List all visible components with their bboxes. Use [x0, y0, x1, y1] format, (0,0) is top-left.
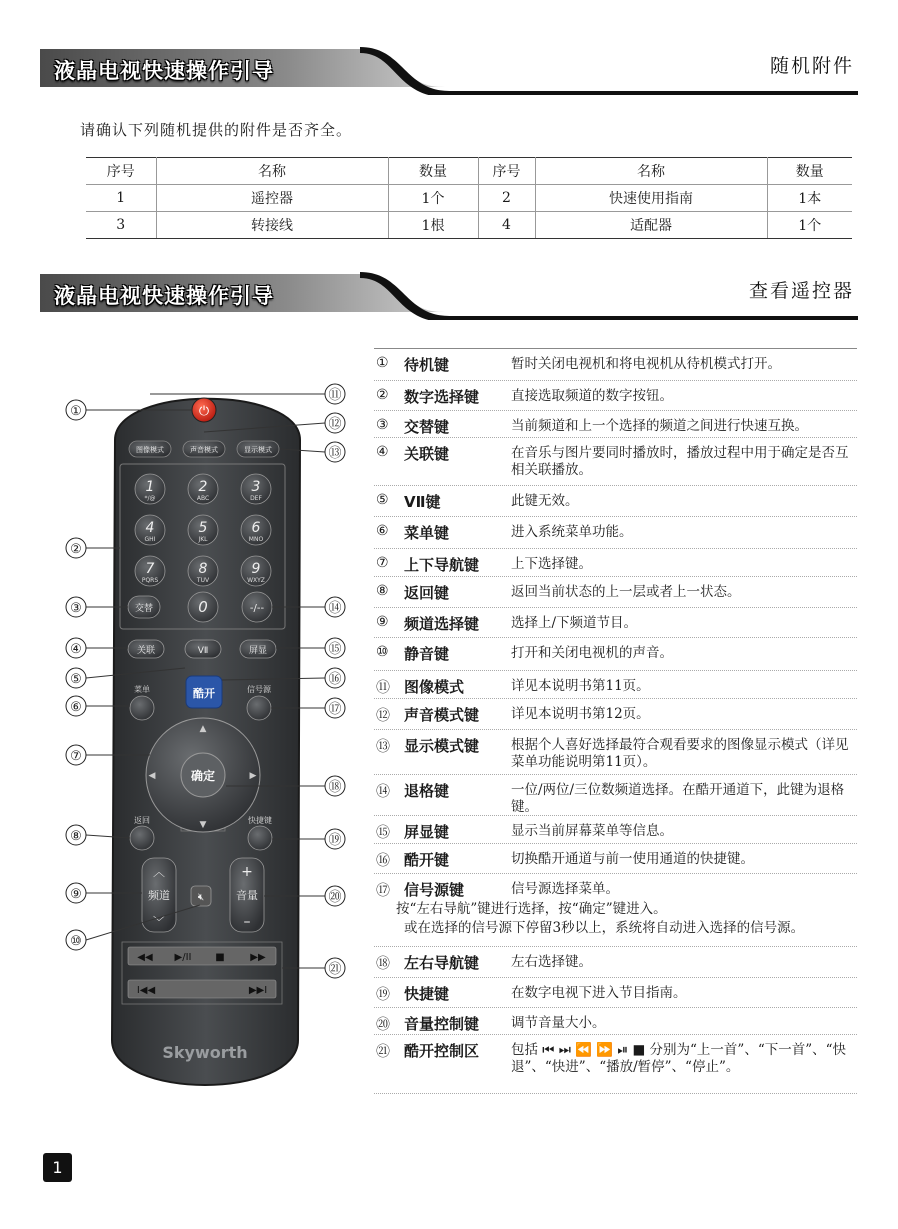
- table-cell: 转接线: [156, 212, 388, 239]
- svg-text:▶/II: ▶/II: [174, 952, 192, 963]
- key-name: 酷开控制区: [404, 1042, 480, 1060]
- key-description: 暂时关闭电视机和将电视机从待机模式打开。: [511, 356, 781, 372]
- svg-text:–: –: [243, 914, 251, 930]
- key-description: 信号源选择菜单。: [511, 881, 619, 897]
- callout-label: ⑫: [328, 417, 342, 432]
- brand-logo: Skyworth: [162, 1043, 248, 1062]
- key-name: 屏显键: [404, 823, 450, 841]
- key-name: 声音模式键: [404, 706, 480, 724]
- key-name: 静音键: [404, 645, 450, 663]
- key-number: ⑫: [376, 708, 390, 724]
- table-row: [86, 185, 852, 212]
- section-title: 查看遥控器: [748, 280, 854, 302]
- svg-text:确定: 确定: [190, 769, 216, 783]
- col-header: 名称: [156, 158, 388, 185]
- key-row: [374, 638, 857, 671]
- digit-letters: JKL: [198, 536, 208, 543]
- digit-letters: WXYZ: [247, 577, 265, 584]
- key-row: [374, 438, 857, 486]
- callout-label: ⑬: [328, 446, 342, 461]
- digit-letters: ABC: [196, 495, 210, 502]
- digit-label: 9: [251, 561, 261, 577]
- table-cell: 遥控器: [156, 185, 388, 212]
- key-row: [374, 775, 857, 816]
- digit-letters: PQRS: [141, 577, 159, 584]
- digit-label: 4: [145, 520, 155, 536]
- callout-label: ⑮: [328, 642, 342, 657]
- key-row: [374, 486, 857, 517]
- key-name: 待机键: [404, 356, 450, 374]
- key-row: [374, 608, 857, 638]
- key-name: 返回键: [404, 584, 450, 602]
- callout-label: ⑪: [328, 388, 342, 403]
- svg-text:﹀: ﹀: [152, 915, 166, 929]
- key-description: 在数字电视下进入节目指南。: [511, 985, 687, 1001]
- key-row: [374, 349, 857, 381]
- svg-text:◀◀: ◀◀: [137, 952, 153, 963]
- svg-text:▶: ▶: [249, 771, 257, 781]
- svg-text:返回: 返回: [134, 816, 150, 825]
- key-number: ④: [376, 444, 389, 460]
- key-name: 酷开键: [404, 851, 450, 869]
- svg-text:I◀◀: I◀◀: [136, 985, 156, 996]
- digit-label: 3: [251, 479, 261, 495]
- svg-text:交替: 交替: [134, 604, 154, 614]
- key-number: ㉑: [376, 1044, 390, 1060]
- table-cell: 1根: [388, 212, 478, 239]
- key-name: 音量控制键: [404, 1015, 480, 1033]
- svg-text:菜单: 菜单: [134, 685, 150, 694]
- key-name: 退格键: [404, 782, 450, 800]
- key-row: [374, 381, 857, 411]
- table-cell: 1个: [388, 185, 478, 212]
- key-row: [374, 874, 857, 947]
- key-description: 选择上/下频道节目。: [511, 615, 638, 631]
- key-name: 关联键: [404, 445, 450, 463]
- key-name: 频道选择键: [404, 615, 480, 633]
- key-description: 详见本说明书第12页。: [511, 706, 650, 722]
- key-description: 此键无效。: [511, 493, 579, 509]
- callout-label: ①: [70, 404, 82, 419]
- key-description: 包括 ⏮ ⏭ ⏪ ⏩ ⏯ ■ 分别为“上一首”、“下一首”、“快退”、“快进”、“播放/暂停”、“停止”。: [511, 1042, 847, 1075]
- callout-label: ⑨: [70, 887, 82, 902]
- svg-text:信号源: 信号源: [247, 685, 271, 694]
- key-number: ①: [376, 355, 389, 371]
- svg-text:+: +: [241, 864, 253, 880]
- key-description: 返回当前状态的上一层或者上一状态。: [511, 584, 741, 600]
- svg-text:音量: 音量: [236, 889, 258, 902]
- key-row: [374, 978, 857, 1008]
- key-number: ⑱: [376, 956, 390, 972]
- svg-text:0: 0: [198, 598, 208, 616]
- col-header: 数量: [388, 158, 478, 185]
- table-cell: 1: [86, 185, 156, 212]
- svg-text:▶▶I: ▶▶I: [248, 985, 268, 996]
- section-header-accessories: [40, 45, 858, 95]
- callout-label: ⑩: [70, 934, 82, 949]
- col-header: 名称: [535, 158, 767, 185]
- callout-label: ⑤: [70, 672, 82, 687]
- key-number: ⑳: [376, 1017, 390, 1033]
- key-row: [374, 947, 857, 978]
- key-name: 菜单键: [404, 524, 450, 542]
- table-cell: 3: [86, 212, 156, 239]
- svg-text:酷开: 酷开: [193, 687, 215, 700]
- key-description: 进入系统菜单功能。: [511, 524, 633, 540]
- callout-label: ⑭: [328, 601, 342, 616]
- key-description: 在音乐与图片要同时播放时，播放过程中用于确定是否互相关联播放。: [511, 445, 849, 478]
- key-name: 上下导航键: [404, 556, 480, 574]
- svg-text:声音模式: 声音模式: [190, 446, 218, 454]
- key-description: 上下选择键。: [511, 556, 592, 572]
- callout-label: ⑰: [328, 702, 342, 717]
- col-header: 序号: [478, 158, 535, 185]
- key-description: 当前频道和上一个选择的频道之间进行快速互换。: [511, 418, 808, 434]
- digit-letters: */@: [144, 495, 156, 502]
- key-row: [374, 577, 857, 608]
- table-cell: 1本: [767, 185, 852, 212]
- remote-illustration: [50, 370, 370, 1130]
- key-description: 打开和关闭电视机的声音。: [511, 645, 673, 661]
- svg-text:频道: 频道: [148, 889, 170, 902]
- digit-label: 2: [198, 479, 208, 495]
- key-number: ⑪: [376, 680, 390, 696]
- key-number: ⑩: [376, 644, 389, 660]
- key-number: ⑰: [376, 883, 390, 899]
- svg-text:🔇︎: 🔇︎: [197, 892, 205, 903]
- key-row: [374, 549, 857, 577]
- callout-label: ④: [70, 642, 82, 657]
- table-row: [86, 212, 852, 239]
- key-row: [374, 816, 857, 844]
- digit-buttons: [135, 474, 271, 586]
- svg-text:▲: ▲: [199, 724, 207, 734]
- table-cell: 4: [478, 212, 535, 239]
- key-number: ⑭: [376, 784, 390, 800]
- key-number: ③: [376, 417, 389, 433]
- key-number: ⑬: [376, 739, 390, 755]
- callout-label: ⑯: [328, 672, 342, 687]
- key-number: ⑤: [376, 492, 389, 508]
- callout-label: ⑱: [328, 780, 342, 795]
- key-number: ⑦: [376, 555, 389, 571]
- page-number: 1: [43, 1153, 72, 1182]
- key-name: 图像模式: [404, 678, 465, 696]
- digit-label: 8: [198, 561, 208, 577]
- key-description: 切换酷开通道与前一使用通道的快捷键。: [511, 851, 754, 867]
- key-row: [374, 1008, 857, 1035]
- svg-text:快捷键: 快捷键: [248, 816, 272, 825]
- callout-label: ⑧: [70, 829, 82, 844]
- table-cell: 2: [478, 185, 535, 212]
- svg-text:◀: ◀: [148, 771, 156, 781]
- key-description: 直接选取频道的数字按钮。: [511, 388, 673, 404]
- key-description-extra: 或在选择的信号源下停留3秒以上，系统将自动进入选择的信号源。: [404, 920, 805, 936]
- table-cell: 适配器: [535, 212, 767, 239]
- key-name: 左右导航键: [404, 954, 480, 972]
- key-row: [374, 699, 857, 730]
- key-number: ⑯: [376, 853, 390, 869]
- key-description-extra: 按“左右导航”键进行选择，按“确定”键进入。: [396, 901, 667, 917]
- key-description: 左右选择键。: [511, 954, 592, 970]
- key-number: ⑨: [376, 614, 389, 630]
- section-header-remote: [40, 270, 858, 320]
- key-description: 显示当前屏幕菜单等信息。: [511, 823, 673, 839]
- digit-label: 7: [145, 561, 155, 577]
- svg-text:图像模式: 图像模式: [136, 446, 164, 454]
- digit-label: 6: [251, 520, 261, 536]
- key-description: 调节音量大小。: [511, 1015, 606, 1031]
- callout-label: ②: [70, 542, 82, 557]
- col-header: 数量: [767, 158, 852, 185]
- accessories-table: [86, 157, 852, 239]
- digit-letters: TUV: [196, 577, 210, 584]
- key-row: [374, 1035, 857, 1094]
- svg-text:︿: ︿: [152, 865, 166, 879]
- key-row: [374, 671, 857, 699]
- callout-label: ⑲: [328, 833, 342, 848]
- key-row: [374, 411, 857, 438]
- callout-label: ⑦: [70, 749, 82, 764]
- key-row: [374, 517, 857, 549]
- svg-text:-/--: -/--: [249, 603, 265, 614]
- callout-label: ③: [70, 601, 82, 616]
- key-number: ⑮: [376, 825, 390, 841]
- power-icon: ⏻: [198, 404, 210, 419]
- key-description-list: [374, 348, 857, 1094]
- key-description: 一位/两位/三位数频道选择。在酷开通道下，此键为退格键。: [511, 782, 845, 815]
- svg-text:■: ■: [215, 952, 225, 963]
- digit-letters: MNO: [248, 536, 264, 543]
- svg-text:▼: ▼: [199, 820, 207, 830]
- digit-label: 5: [198, 520, 208, 536]
- key-number: ⑧: [376, 583, 389, 599]
- header-title: 液晶电视快速操作引导: [54, 284, 274, 308]
- callout-label: ㉑: [328, 962, 342, 977]
- key-row: [374, 844, 857, 874]
- digit-letters: GHI: [144, 536, 156, 543]
- key-number: ⑲: [376, 987, 390, 1003]
- key-row: [374, 730, 857, 775]
- key-number: ⑥: [376, 523, 389, 539]
- col-header: 序号: [86, 158, 156, 185]
- intro-text: 请确认下列随机提供的附件是否齐全。: [80, 121, 353, 139]
- remote-drawing: [50, 370, 370, 1130]
- digit-label: 1: [145, 479, 155, 495]
- key-name: 快捷键: [404, 985, 450, 1003]
- svg-text:显示模式: 显示模式: [244, 446, 272, 454]
- key-name: 交替键: [404, 418, 450, 436]
- section-title: 随机附件: [769, 55, 854, 77]
- callout-label: ⑳: [328, 890, 342, 905]
- table-cell: 快速使用指南: [535, 185, 767, 212]
- key-name: 数字选择键: [404, 388, 480, 406]
- key-name: 显示模式键: [404, 737, 480, 755]
- svg-text:VⅡ: VⅡ: [197, 646, 209, 656]
- table-cell: 1个: [767, 212, 852, 239]
- svg-text:关联: 关联: [136, 646, 156, 656]
- key-description: 根据个人喜好选择最符合观看要求的图像显示模式（详见菜单功能说明第11页）。: [511, 737, 849, 770]
- header-title: 液晶电视快速操作引导: [54, 59, 274, 83]
- key-name: 信号源键: [404, 881, 465, 899]
- digit-letters: DEF: [250, 495, 262, 502]
- table-header-row: [86, 158, 852, 185]
- key-name: VⅡ键: [404, 493, 441, 511]
- mode-buttons: [129, 441, 279, 457]
- svg-text:屏显: 屏显: [248, 646, 268, 656]
- callout-label: ⑥: [70, 700, 82, 715]
- key-number: ②: [376, 387, 389, 403]
- svg-text:▶▶: ▶▶: [250, 952, 266, 963]
- key-description: 详见本说明书第11页。: [511, 678, 650, 694]
